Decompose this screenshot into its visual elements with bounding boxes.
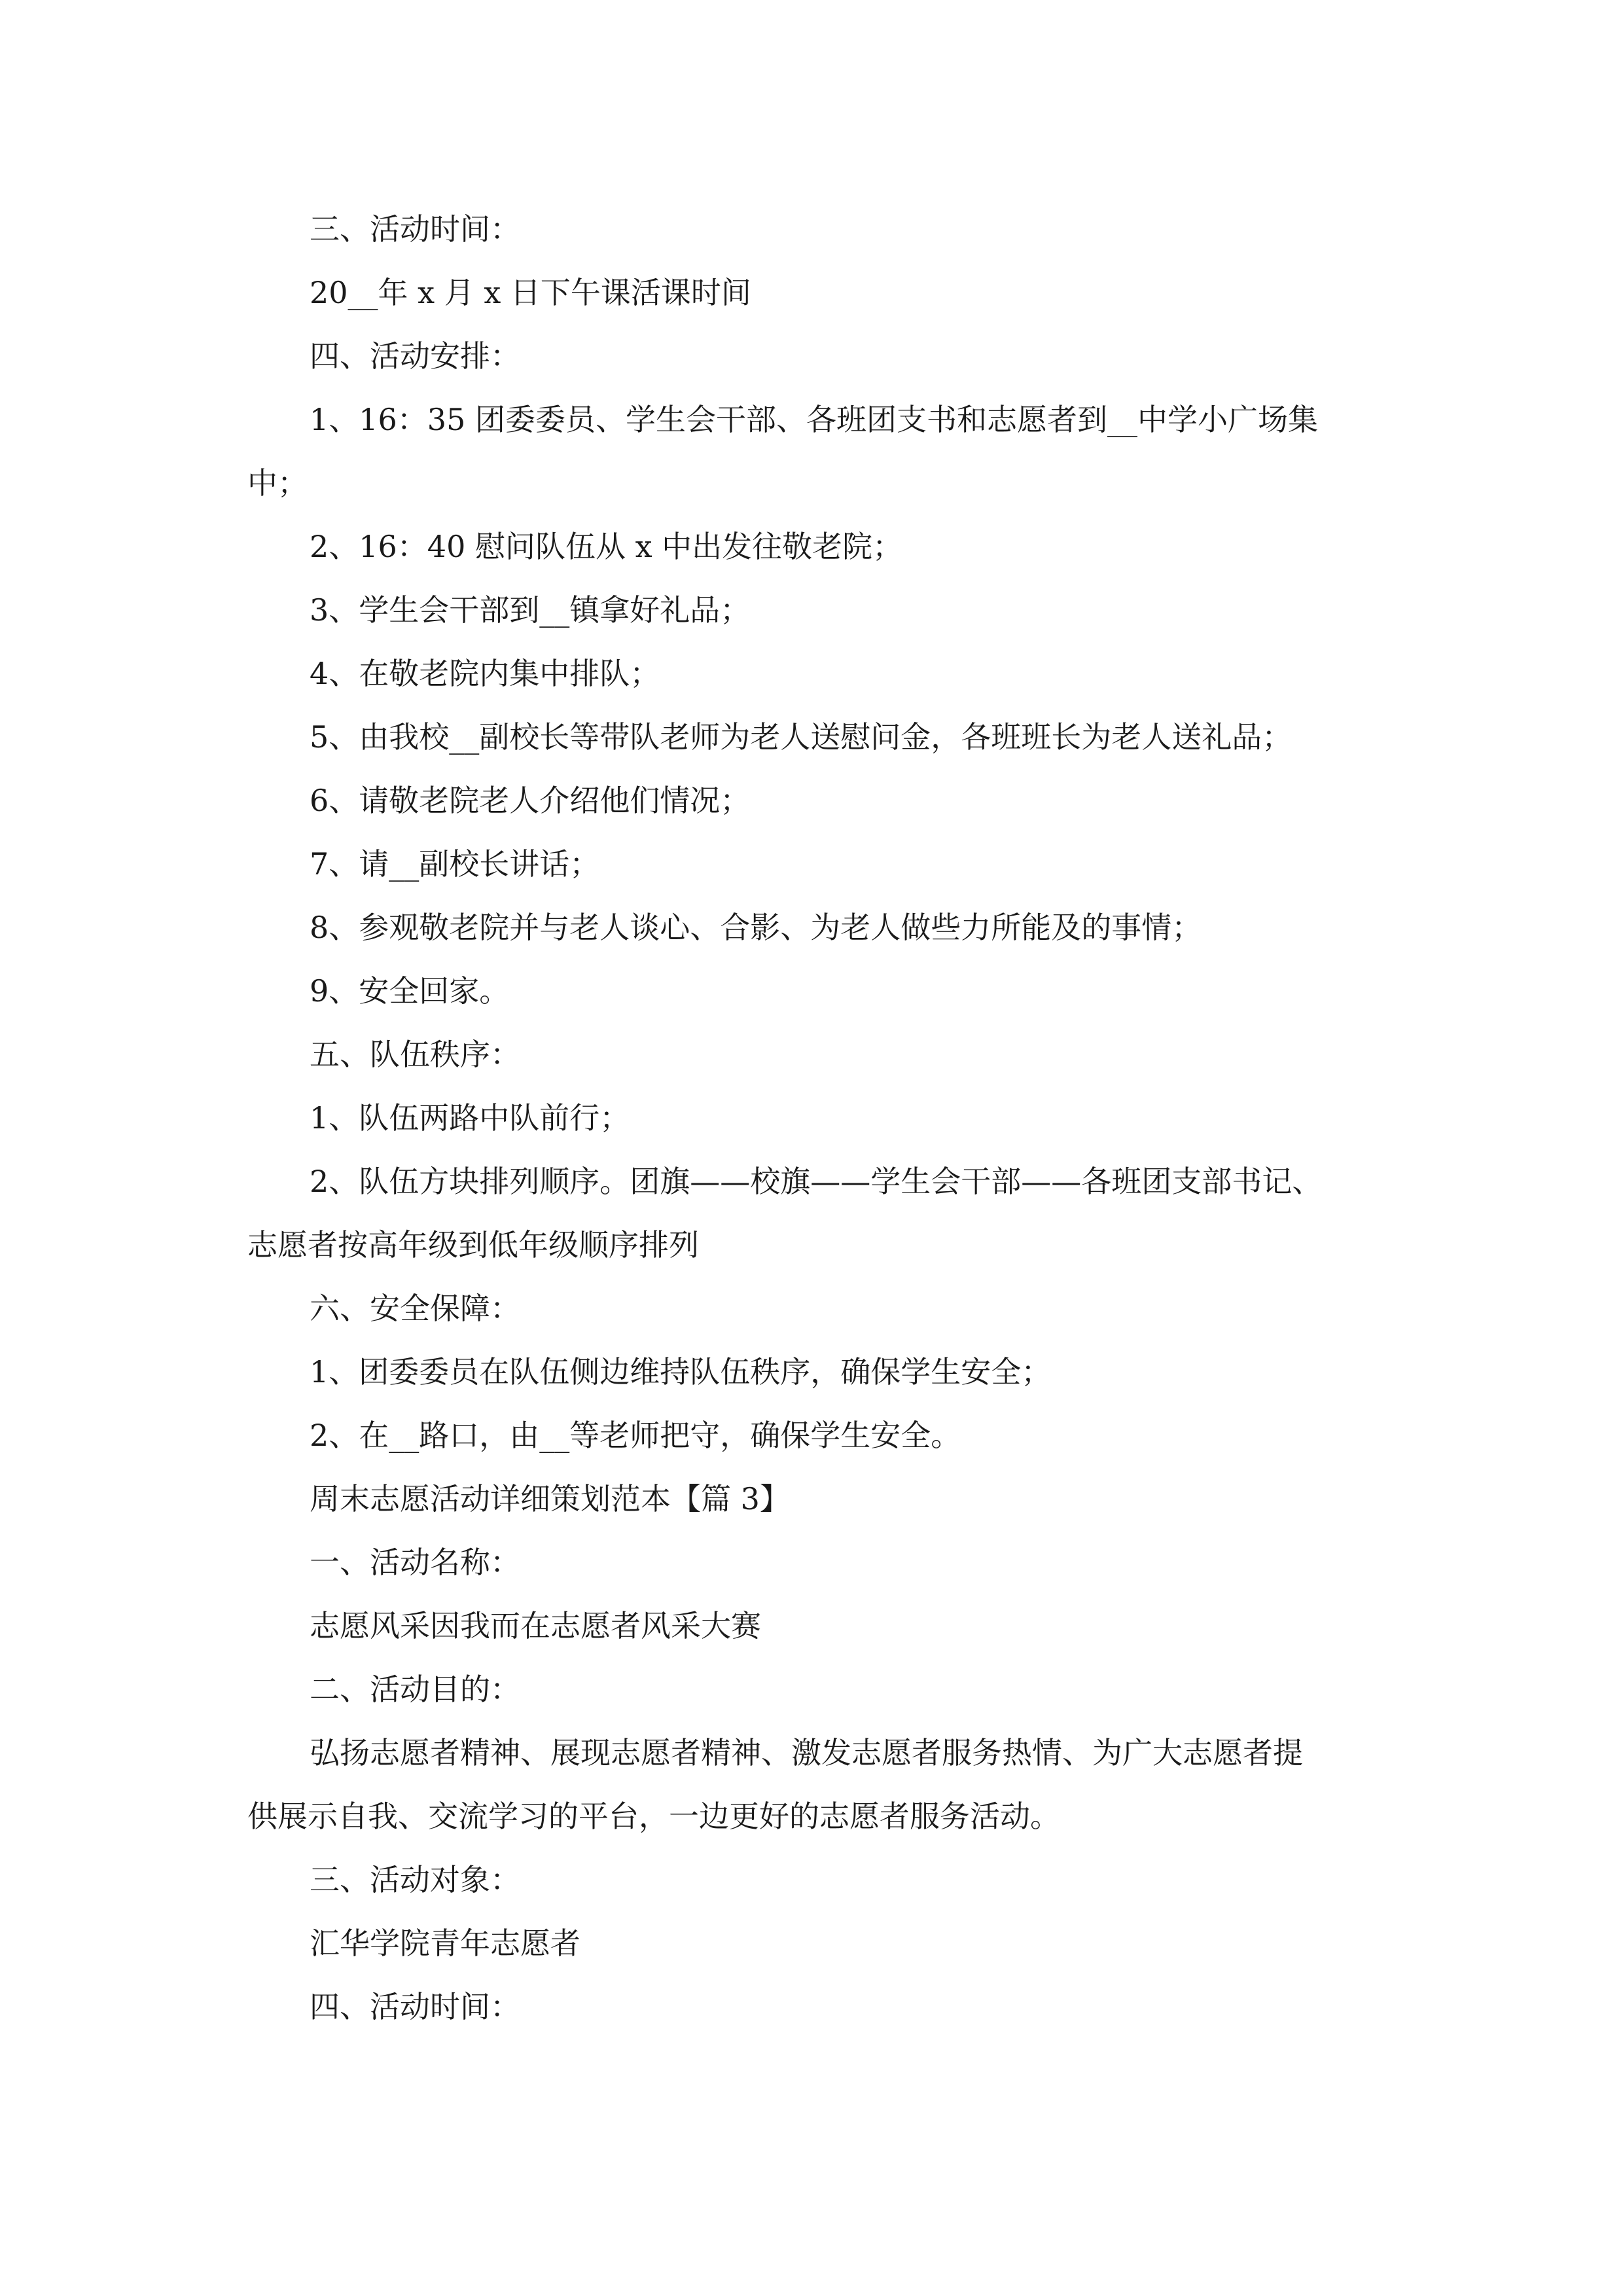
article-title-part-3: 周末志愿活动详细策划范本【篇 3】	[310, 1481, 790, 1516]
safety-item-1: 1、团委委员在队伍侧边维持队伍秩序，确保学生安全；	[310, 1354, 1052, 1390]
activity-time-text: 20__年 x 月 x 日下午课活课时间	[310, 275, 751, 310]
section-heading-activity-purpose: 二、活动目的：	[310, 1672, 520, 1707]
section-heading-activity-time: 三、活动时间：	[310, 211, 520, 247]
activity-audience-text: 汇华学院青年志愿者	[310, 1926, 580, 1961]
arrangement-item-8: 8、参观敬老院并与老人谈心、合影、为老人做些力所能及的事情；	[310, 910, 1202, 945]
arrangement-item-3: 3、学生会干部到__镇拿好礼品；	[310, 592, 751, 628]
activity-purpose-text: 弘扬志愿者精神、展现志愿者精神、激发志愿者服务热情、为广大志愿者提	[310, 1735, 1303, 1770]
arrangement-item-2: 2、16：40 慰问队伍从 x 中出发往敬老院；	[310, 529, 903, 564]
safety-item-2: 2、在__路口，由__等老师把守，确保学生安全。	[310, 1418, 961, 1453]
activity-name-text: 志愿风采因我而在志愿者风采大赛	[310, 1608, 761, 1643]
section-heading-activity-name: 一、活动名称：	[310, 1545, 520, 1580]
section-heading-activity-time-2: 四、活动时间：	[310, 1989, 520, 2024]
section-heading-activity-audience: 三、活动对象：	[310, 1862, 520, 1897]
team-order-item-2-continued: 志愿者按高年级到低年级顺序排列	[247, 1227, 699, 1263]
arrangement-item-4: 4、在敬老院内集中排队；	[310, 656, 660, 691]
arrangement-item-1: 1、16：35 团委委员、学生会干部、各班团支书和志愿者到__中学小广场集	[310, 402, 1318, 437]
arrangement-item-7: 7、请__副校长讲话；	[310, 846, 600, 882]
team-order-item-2: 2、队伍方块排列顺序。团旗——校旗——学生会干部——各班团支部书记、	[310, 1164, 1323, 1199]
arrangement-item-5: 5、由我校__副校长等带队老师为老人送慰问金，各班班长为老人送礼品；	[310, 719, 1293, 755]
team-order-item-1: 1、队伍两路中队前行；	[310, 1100, 630, 1136]
arrangement-item-9: 9、安全回家。	[310, 973, 510, 1009]
section-heading-safety: 六、安全保障：	[310, 1291, 520, 1326]
arrangement-item-6: 6、请敬老院老人介绍他们情况；	[310, 783, 751, 818]
activity-purpose-text-continued: 供展示自我、交流学习的平台，一边更好的志愿者服务活动。	[247, 1799, 1060, 1834]
arrangement-item-1-continued: 中；	[247, 465, 308, 501]
section-heading-activity-arrangement: 四、活动安排：	[310, 338, 520, 374]
section-heading-team-order: 五、队伍秩序：	[310, 1037, 520, 1072]
